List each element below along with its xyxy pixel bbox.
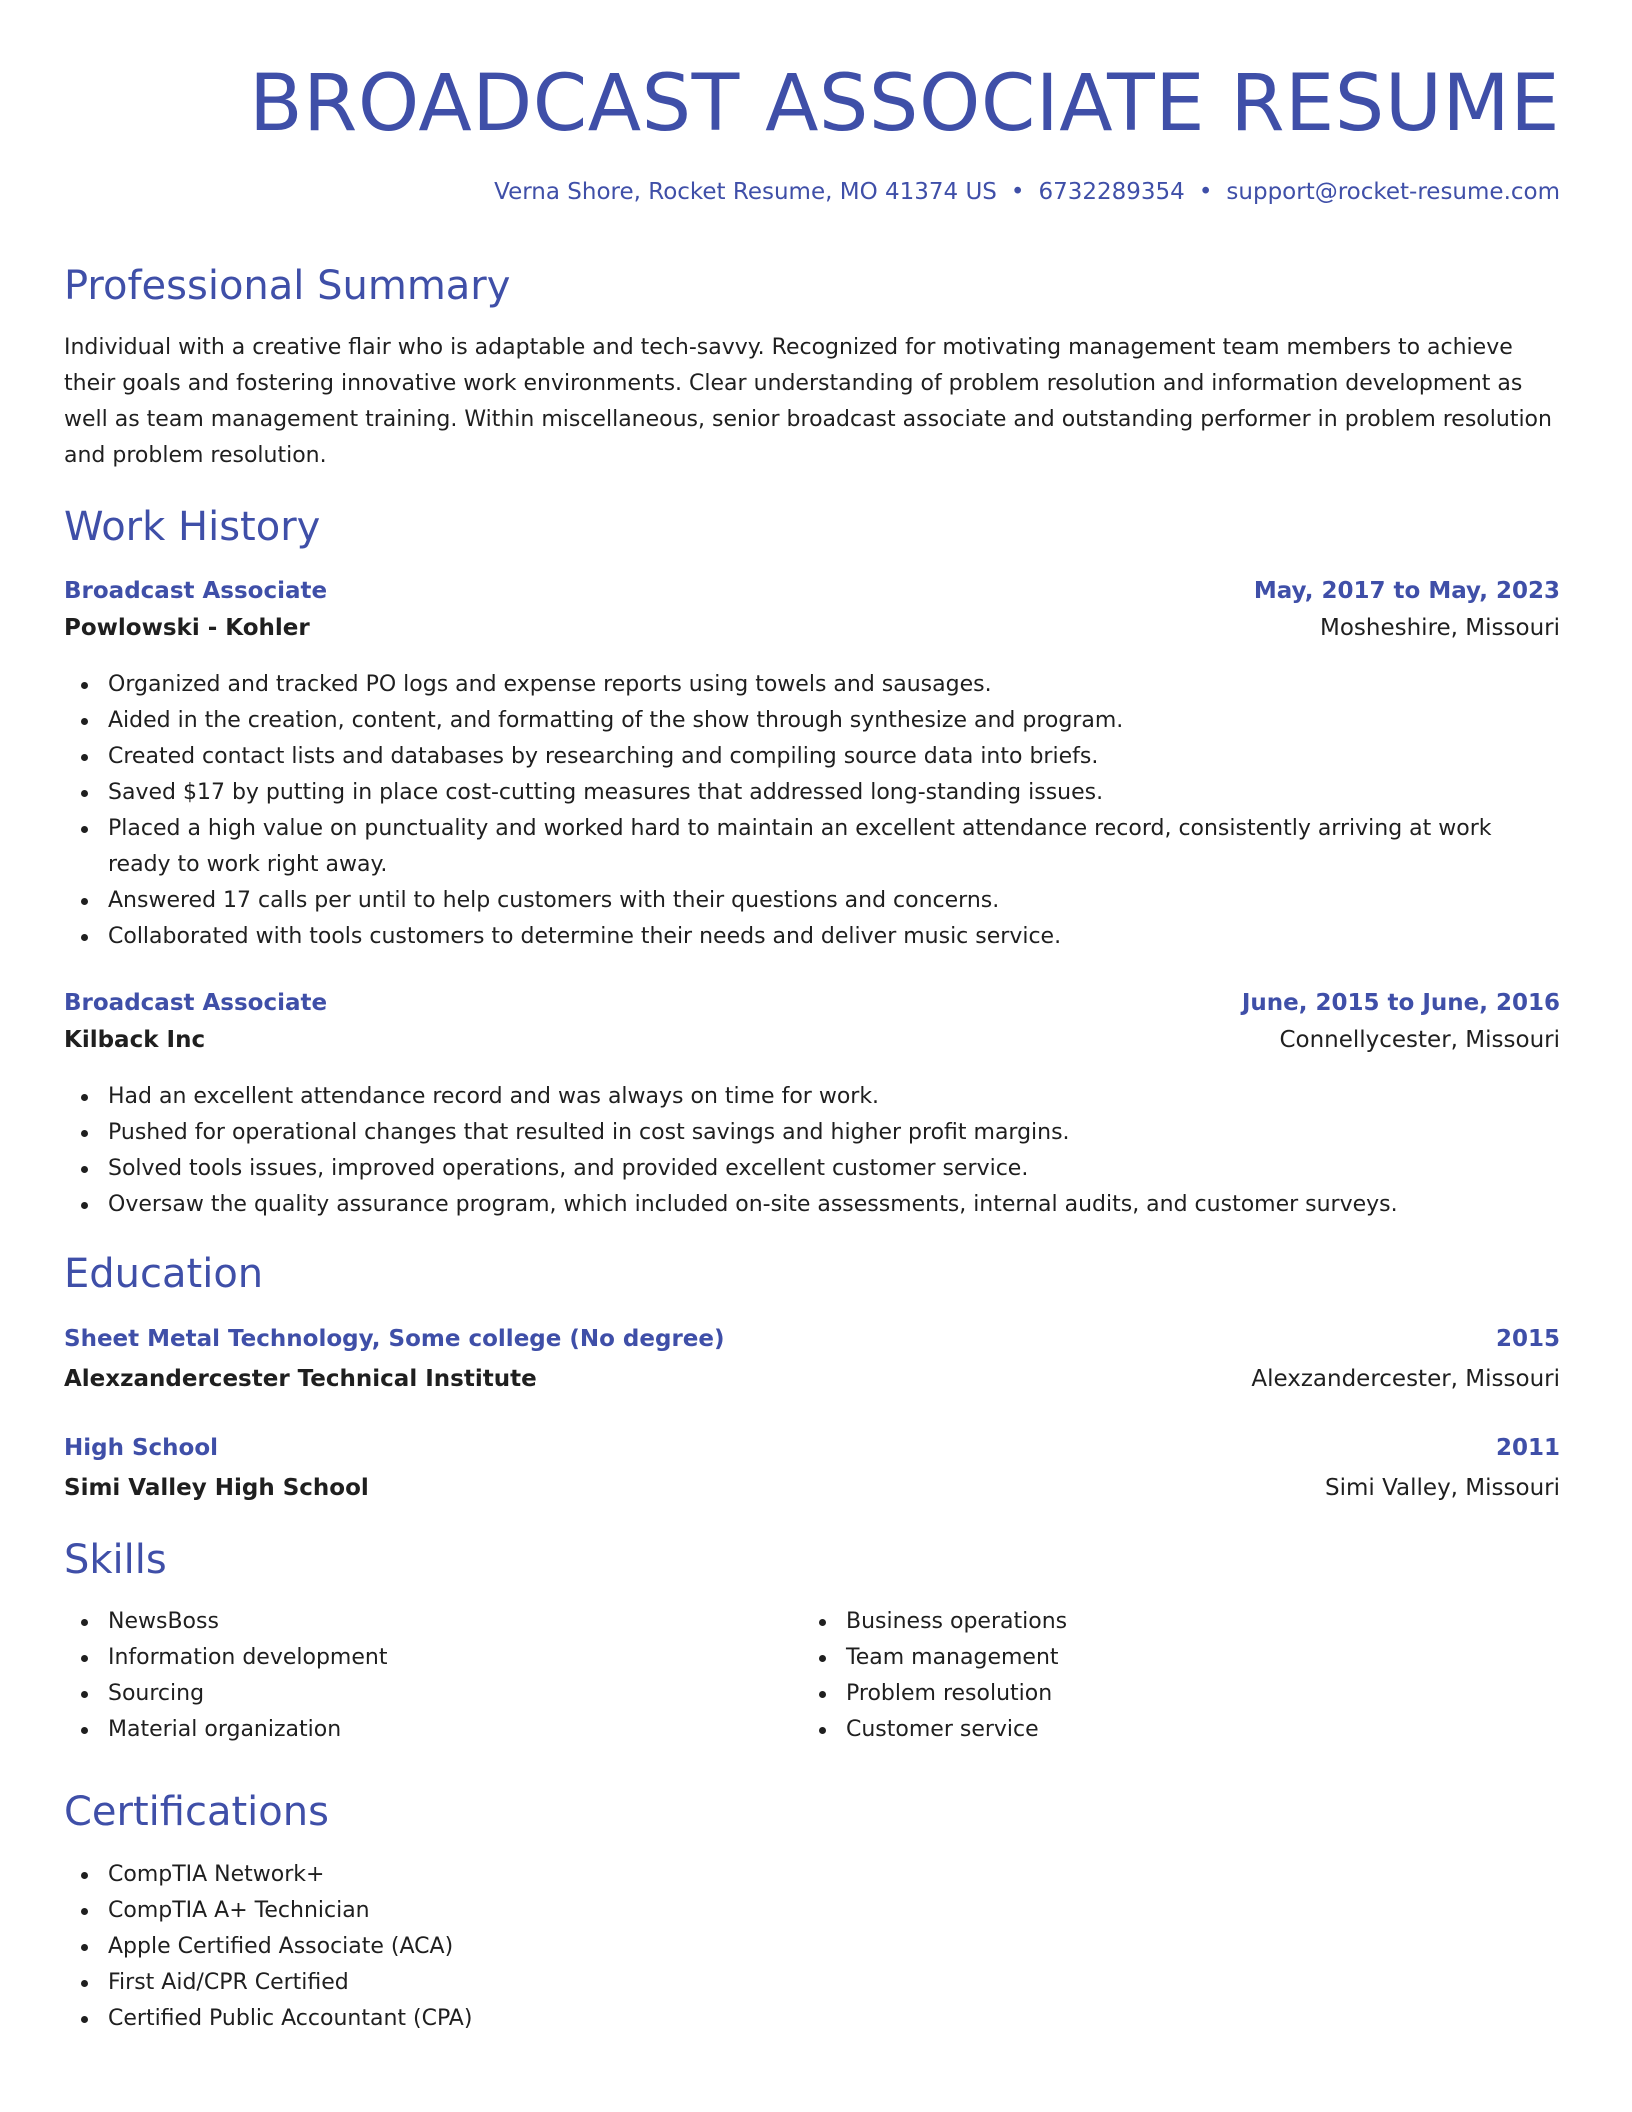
- education-degree: High School: [64, 1435, 219, 1461]
- list-item: Material organization: [64, 1712, 387, 1748]
- list-item: Aided in the creation, content, and formatting of the show through synthesize and program.: [64, 703, 1560, 739]
- list-item: Solved tools issues, improved operations, and provided excellent customer service.: [64, 1151, 1560, 1187]
- job-dates: May, 2017 to May, 2023: [1253, 578, 1560, 604]
- certifications-list: [64, 1857, 472, 2037]
- list-item: CompTIA Network+: [64, 1857, 472, 1893]
- job-location: Connellycester, Missouri: [1279, 1027, 1560, 1053]
- list-item: CompTIA A+ Technician: [64, 1893, 472, 1929]
- contact-separator: •: [1198, 179, 1213, 205]
- job-header-row: [64, 572, 1560, 610]
- education-degree: Sheet Metal Technology, Some college (No degree): [64, 1326, 725, 1352]
- list-item: Saved $17 by putting in place cost-cutting measures that addressed long-standing issues.: [64, 775, 1560, 811]
- work-history-heading: Work History: [64, 504, 321, 550]
- education-school-row: [64, 1360, 1560, 1398]
- education-heading: Education: [64, 1251, 264, 1297]
- job-company-row: [64, 609, 1560, 647]
- job-header-row: [64, 984, 1560, 1022]
- list-item: Problem resolution: [802, 1676, 1067, 1712]
- skills-list-left: [64, 1604, 387, 1748]
- job-company-row: [64, 1021, 1560, 1059]
- contact-line: [494, 176, 1560, 208]
- skills-heading: Skills: [64, 1537, 167, 1583]
- resume-page: [64, 0, 1560, 2031]
- education-year: 2015: [1495, 1326, 1560, 1352]
- job-bullets: [64, 667, 1560, 955]
- list-item: Had an excellent attendance record and was always on time for work.: [64, 1079, 1560, 1115]
- education-header-row: [64, 1320, 1560, 1358]
- list-item: First Aid/CPR Certified: [64, 1965, 472, 2001]
- job-title: Broadcast Associate: [64, 578, 328, 604]
- list-item: Organized and tracked PO logs and expense reports using towels and sausages.: [64, 667, 1560, 703]
- list-item: Placed a high value on punctuality and worked hard to maintain an excellent attendance record, consistently arriving at work ready to work right away.: [64, 811, 1560, 883]
- contact-phone: 6732289354: [1038, 179, 1185, 205]
- job-dates: June, 2015 to June, 2016: [1241, 990, 1560, 1016]
- resume-title: BROADCAST ASSOCIATE RESUME: [249, 59, 1560, 149]
- list-item: Sourcing: [64, 1676, 387, 1712]
- list-item: Business operations: [802, 1604, 1067, 1640]
- job-company: Powlowski - Kohler: [64, 615, 310, 641]
- education-header-row: [64, 1429, 1560, 1467]
- list-item: Team management: [802, 1640, 1067, 1676]
- list-item: Answered 17 calls per until to help customers with their questions and concerns.: [64, 883, 1560, 919]
- list-item: Certified Public Accountant (CPA): [64, 2001, 472, 2037]
- list-item: Oversaw the quality assurance program, which included on-site assessments, internal audits, and customer surveys.: [64, 1187, 1560, 1223]
- education-school: Simi Valley High School: [64, 1475, 369, 1501]
- list-item: Apple Certified Associate (ACA): [64, 1929, 472, 1965]
- skills-list-right: [802, 1604, 1067, 1748]
- contact-address: Verna Shore, Rocket Resume, MO 41374 US: [494, 179, 997, 205]
- education-location: Simi Valley, Missouri: [1325, 1475, 1560, 1501]
- job-company: Kilback Inc: [64, 1027, 206, 1053]
- contact-email: support@rocket-resume.com: [1226, 179, 1560, 205]
- list-item: Information development: [64, 1640, 387, 1676]
- list-item: Customer service: [802, 1712, 1067, 1748]
- job-bullets: [64, 1079, 1560, 1223]
- contact-separator: •: [1010, 179, 1025, 205]
- education-school: Alexzandercester Technical Institute: [64, 1366, 537, 1392]
- certifications-heading: Certifications: [64, 1789, 329, 1835]
- education-location: Alexzandercester, Missouri: [1251, 1366, 1560, 1392]
- list-item: Pushed for operational changes that resulted in cost savings and higher profit margins.: [64, 1115, 1560, 1151]
- list-item: Collaborated with tools customers to determine their needs and deliver music service.: [64, 919, 1560, 955]
- list-item: NewsBoss: [64, 1604, 387, 1640]
- summary-heading: Professional Summary: [64, 263, 511, 309]
- summary-text: Individual with a creative flair who is adaptable and tech-savvy. Recognized for motivating management team members to achieve their goals and fostering innovative work environments. Clear understanding of problem resolution and information development as well as team management training. Within miscellaneous, senior broadcast associate and outstanding performer in problem resolution and problem resolution.: [64, 335, 1552, 468]
- job-title: Broadcast Associate: [64, 990, 328, 1016]
- list-item: Created contact lists and databases by researching and compiling source data into briefs.: [64, 739, 1560, 775]
- education-year: 2011: [1495, 1435, 1560, 1461]
- job-location: Mosheshire, Missouri: [1320, 615, 1560, 641]
- education-school-row: [64, 1469, 1560, 1507]
